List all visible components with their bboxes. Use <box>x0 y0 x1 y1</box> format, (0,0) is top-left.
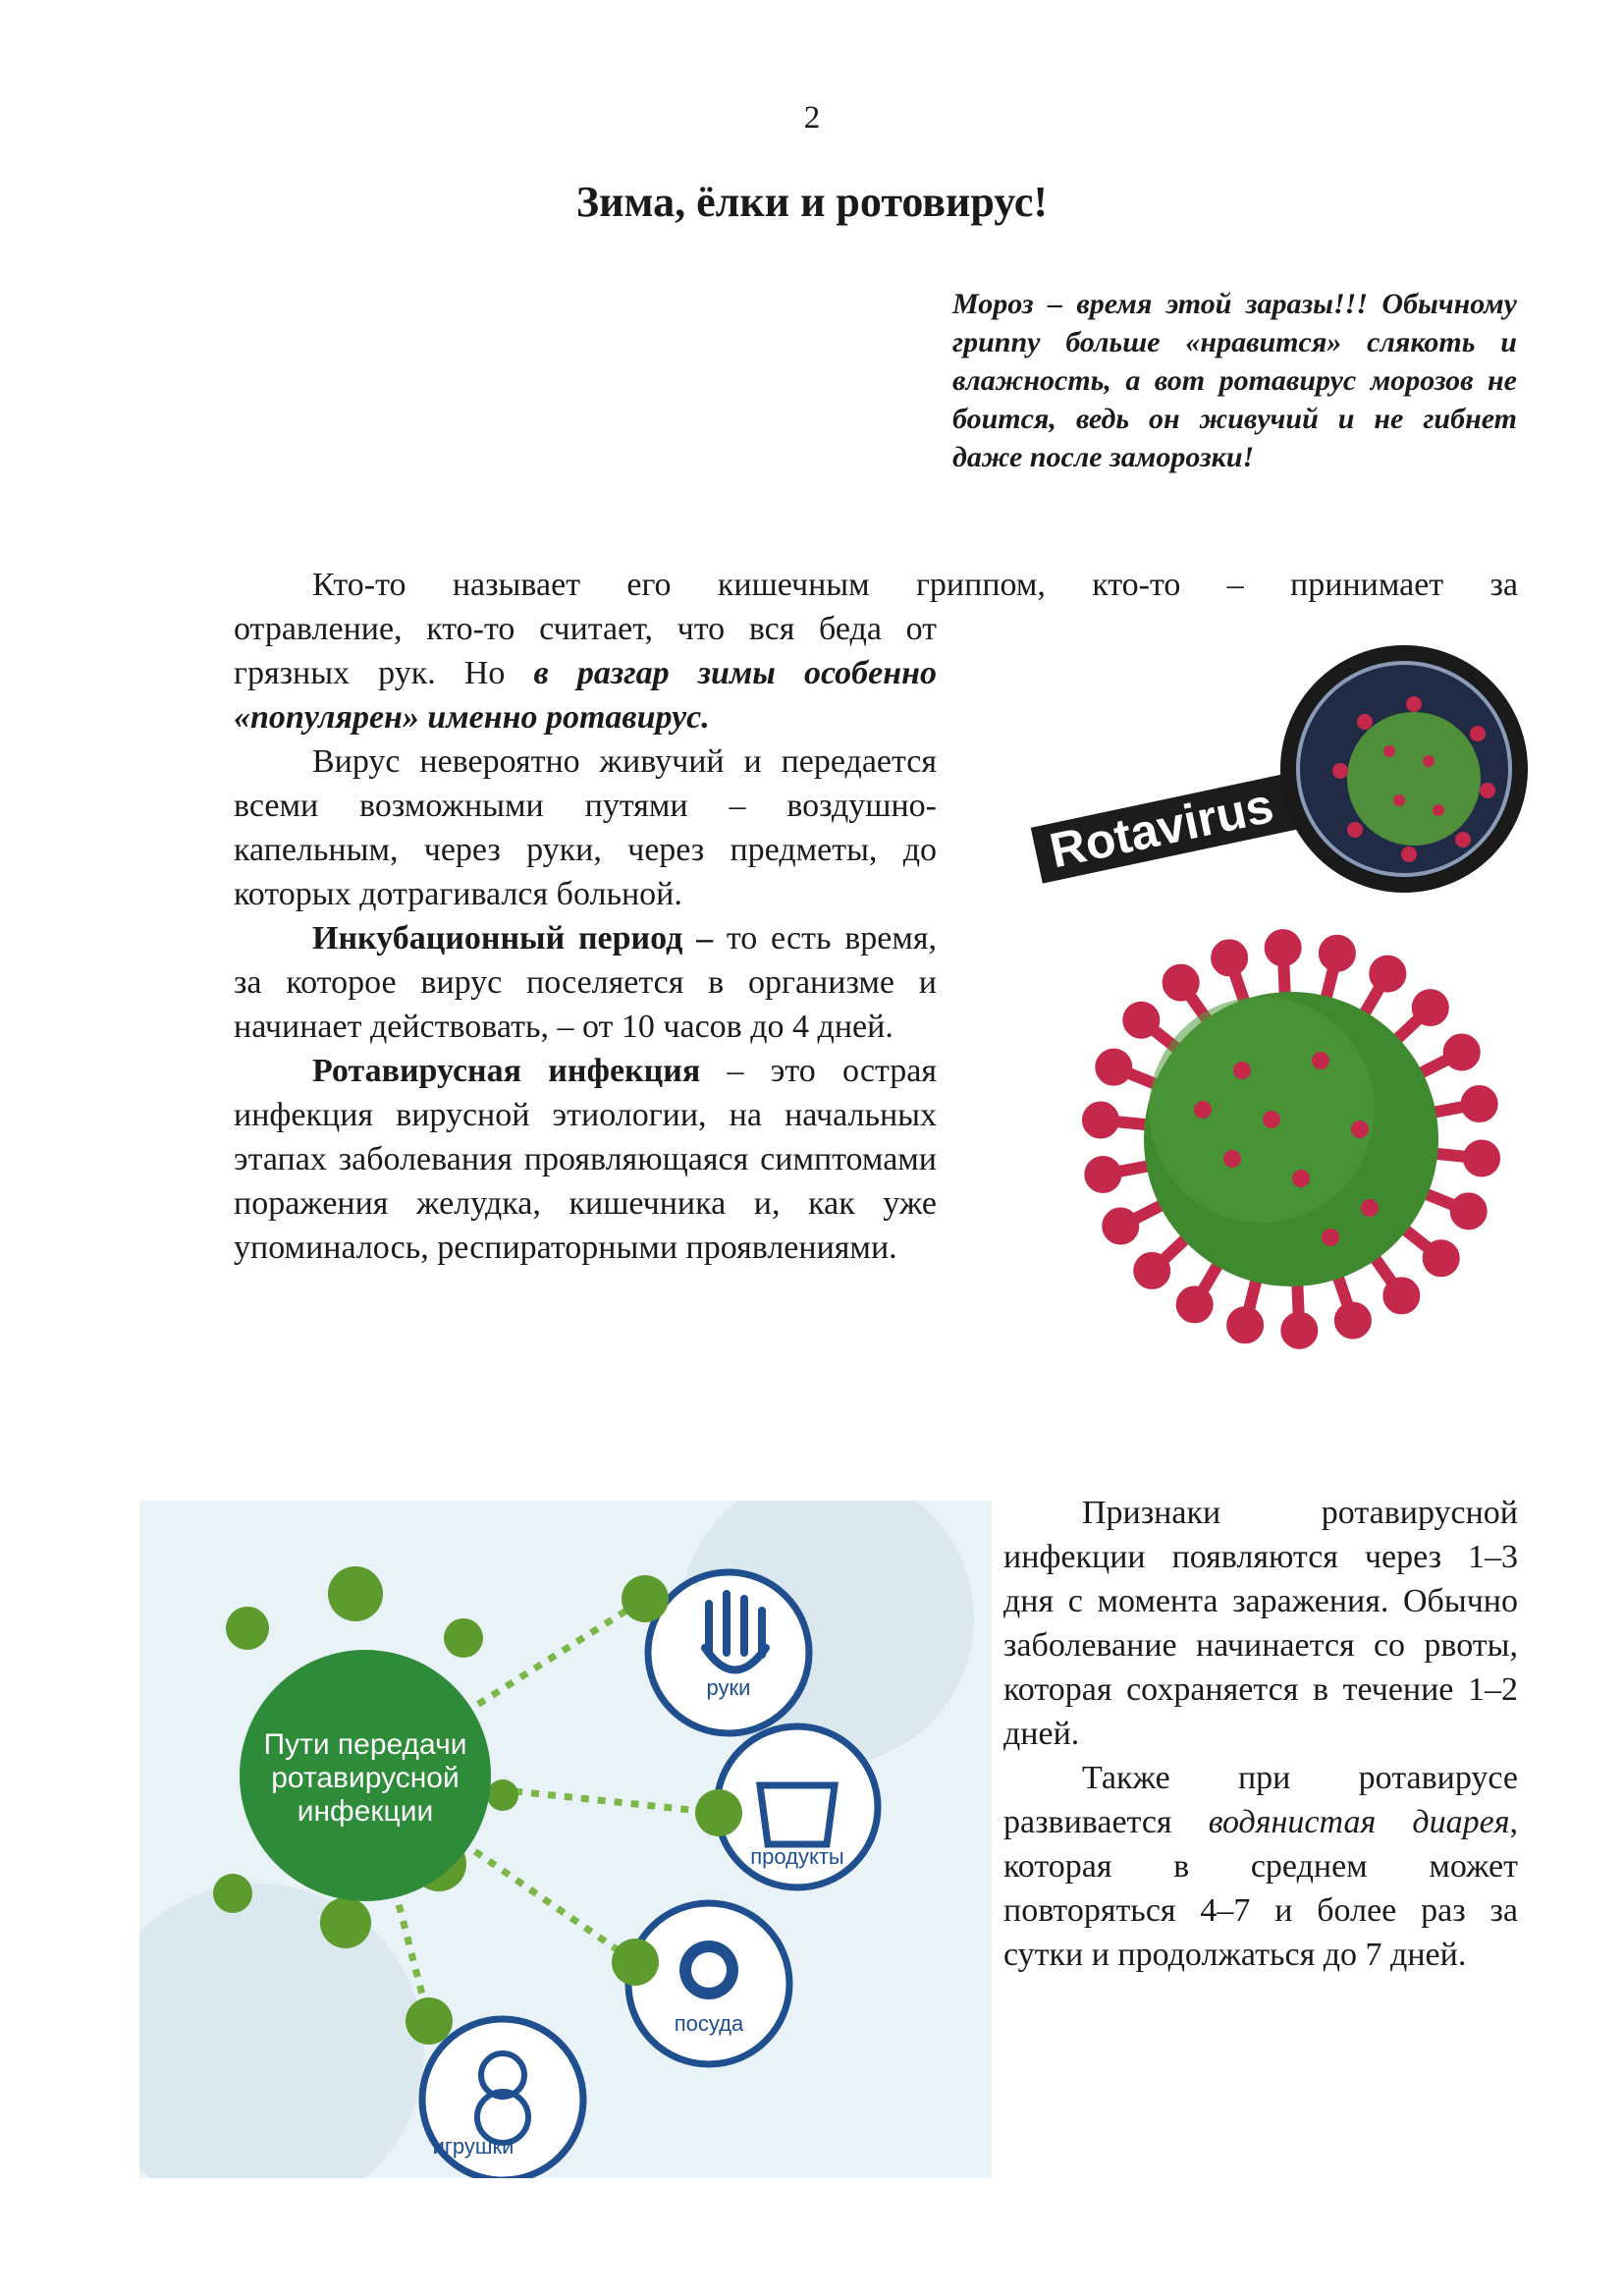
virus-spike-tip <box>1182 1291 1208 1317</box>
left-column <box>234 607 937 1270</box>
incubation-text: то есть время, за которое вирус поселяется в организме и начинает действовать, – от 10 часов до 4 дней. <box>234 920 938 1045</box>
right-column <box>1003 1491 1518 1977</box>
paragraph-infection <box>234 1049 937 1270</box>
rotavirus-label: Rotavirus <box>1045 777 1278 879</box>
virus-spike-tip <box>1088 1108 1113 1133</box>
virus-illustration <box>1075 923 1507 1355</box>
page-title: Зима, ёлки и ротовирус! <box>575 178 1049 226</box>
page-number: 2 <box>803 100 821 136</box>
center-line-3: инфекции <box>297 1795 434 1828</box>
route-label: руки <box>706 1675 751 1700</box>
diarrhea-before: Также при ротавирусе развивается <box>1003 1760 1518 1840</box>
virus-spike-tip <box>1128 1008 1154 1033</box>
virus-spike-tip <box>1388 1283 1414 1308</box>
paragraph-spread: Вирус невероятно живучий и передается всеми возможными путями – воздушно-капельным, через руки, через предметы, до которых дотрагивался больной. <box>234 743 937 912</box>
virus-spike-tip <box>1375 961 1400 987</box>
route-label: продукты <box>750 1844 844 1869</box>
intro-plain: отравление, кто-то считает, что вся беда от грязных рук. Но <box>234 611 937 691</box>
route-toys <box>422 2019 583 2178</box>
virus-spike-tip <box>1340 1308 1366 1334</box>
virus-spike-tip <box>1168 970 1194 996</box>
virus-spike-tip <box>1429 1245 1454 1271</box>
virus-spike-tip <box>1271 935 1296 960</box>
epigraph: Мороз – время этой заразы!!! Обычному гриппу больше «нравится» слякоть и влажность, а вот ротавирус морозов не боится, ведь он живучий и не гибнет даже после заморозки! <box>952 288 1517 473</box>
transmission-infographic <box>139 1501 992 2178</box>
virus-in-lens <box>1347 712 1481 846</box>
diarrhea-emphasis: водянистая диарея <box>1208 1804 1510 1840</box>
route-label: посуда <box>674 2011 744 2036</box>
virus-spike-tip <box>1108 1214 1133 1239</box>
paragraph-signs: Признаки ротавирусной инфекции появляются через 1–3 дня с момента заражения. Обычно заболевание начинается со рвоты, которая сохраняется в течение 1–2 дней. <box>1003 1495 1518 1752</box>
intro-first-line: Кто-то называет его кишечным гриппом, кто-то – принимает за <box>312 567 1518 603</box>
virus-spike-tip <box>1090 1162 1115 1187</box>
diarrhea-after: , которая в среднем может повторяться 4–7 и более раз за сутки и продолжаться до 7 дней. <box>1003 1804 1518 1973</box>
route-label: игрушки <box>432 2134 514 2159</box>
intro-emphasis: в разгар зимы особенно «популярен» именно ротавирус. <box>234 655 937 736</box>
center-line-1: Пути передачи <box>263 1728 467 1761</box>
rotavirus-magnifier-image <box>967 643 1576 928</box>
infection-text: – это острая инфекция вирусной этиологии, на начальных этапах заболевания проявляющаяся симптомами поражения желудка, кишечника и, как уже упоминалось, респираторными проявлениями. <box>234 1053 937 1266</box>
virus-spike-tip <box>1232 1312 1258 1338</box>
paragraph-diarrhea <box>1003 1756 1518 1977</box>
virus-spike-tip <box>1418 995 1443 1020</box>
virus-spike-tip <box>1456 1198 1482 1224</box>
route-dishes <box>628 1903 789 2064</box>
paragraph-incubation <box>234 916 937 1049</box>
incubation-term: Инкубационный период – <box>312 920 714 957</box>
center-line-2: ротавирусной <box>271 1762 460 1794</box>
virus-spike-tip <box>1325 941 1350 966</box>
virus-spike-tip <box>1469 1145 1494 1171</box>
virus-spike-tip <box>1449 1039 1475 1065</box>
virus-spike-tip <box>1286 1318 1312 1343</box>
virus-spike-tip <box>1467 1091 1492 1117</box>
virus-spike-tip <box>1101 1055 1126 1080</box>
infection-term: Ротавирусная инфекция <box>312 1053 701 1089</box>
virus-spike-tip <box>1139 1258 1164 1284</box>
virus-spike-tip <box>1217 945 1242 970</box>
route-hands <box>648 1572 809 1733</box>
intro-rest <box>234 607 937 739</box>
